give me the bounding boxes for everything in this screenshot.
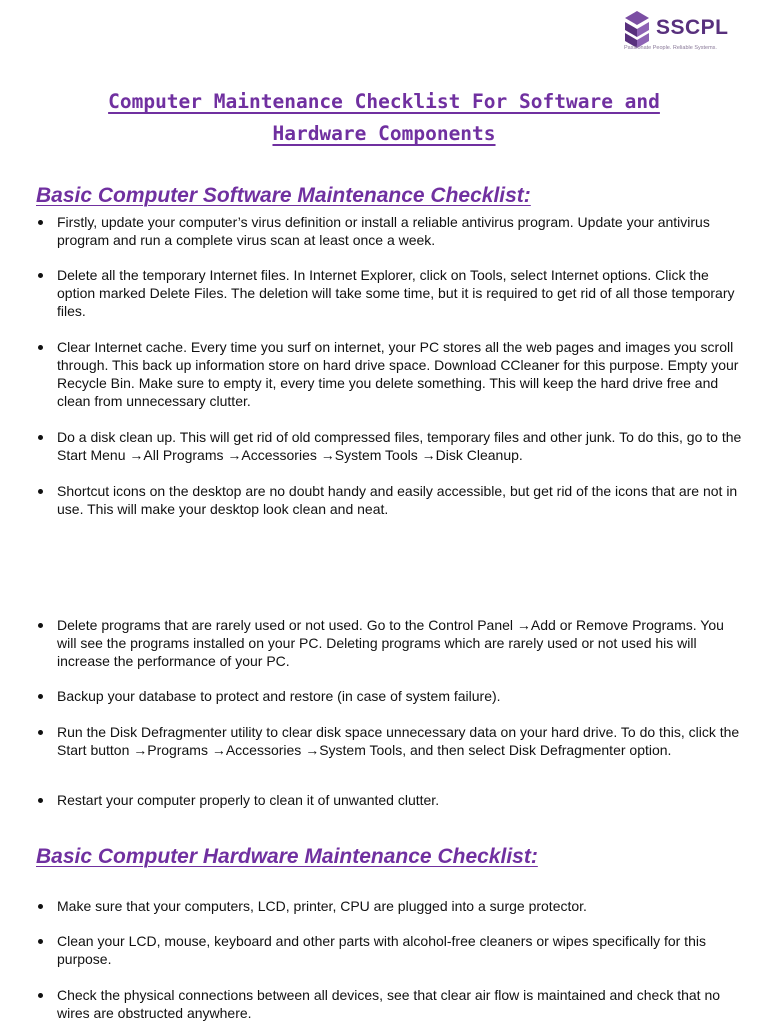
bullet-icon	[38, 798, 43, 803]
list-item	[57, 482, 747, 518]
bullet-icon	[38, 489, 43, 494]
bullet-icon	[38, 435, 43, 440]
list-item-text: Clean your LCD, mouse, keyboard and other parts with alcohol-free cleaners or wipes specifically for this purpose.	[57, 933, 706, 967]
logo-tagline: Passionate People. Reliable Systems.	[624, 45, 717, 51]
list-item	[57, 213, 747, 249]
bullet-icon	[38, 694, 43, 699]
hardware-section-heading: Basic Computer Hardware Maintenance Checklist:	[36, 845, 538, 868]
list-item-text: Restart your computer properly to clean it of unwanted clutter.	[57, 792, 440, 808]
list-item-text: Clear Internet cache. Every time you surf on internet, your PC stores all the web pages and images you scroll through. This back up information store on hard drive space. Download CCleaner for this purpose. Empty your Recycle Bin. Make sure to empty it, every time you delete something. This will keep the hard drive free and clean from unnecessary clutter.	[57, 339, 739, 409]
list-item-text: Make sure that your computers, LCD, printer, CPU are plugged into a surge protector.	[57, 898, 587, 914]
list-item-text: Shortcut icons on the desktop are no doubt handy and easily accessible, but get rid of the icons that are not in use. This will make your desktop look clean and neat.	[57, 483, 738, 517]
bullet-icon	[38, 904, 43, 909]
logo-name: SSCPL	[656, 16, 729, 39]
bullet-icon	[38, 730, 43, 735]
title-line-1: Computer Maintenance Checklist For Software and	[108, 90, 660, 113]
bullet-icon	[38, 345, 43, 350]
list-item	[57, 791, 747, 809]
software-section-heading: Basic Computer Software Maintenance Checklist:	[36, 184, 531, 207]
list-item	[57, 616, 747, 670]
list-item-text: Check the physical connections between all devices, see that clear air flow is maintained and check that no wires are obstructed anywhere.	[57, 987, 721, 1021]
list-item-text: Delete all the temporary Internet files. In Internet Explorer, click on Tools, select Internet options. Click the option marked Delete Files. The deletion will take some time, but it is required to get rid of all those temporary files.	[57, 267, 735, 319]
title-line-2: Hardware Components	[272, 122, 496, 145]
list-item	[57, 428, 747, 464]
list-item	[57, 897, 747, 915]
bullet-icon	[38, 993, 43, 998]
list-item	[57, 266, 747, 320]
list-item-text: Backup your database to protect and restore (in case of system failure).	[57, 688, 501, 704]
bullet-icon	[38, 220, 43, 225]
bullet-icon	[38, 623, 43, 628]
list-item-text: Do a disk clean up. This will get rid of old compressed files, temporary files and other junk. To do this, go to the Start Menu →All Programs →Accessories →System Tools →Disk Cleanup.	[57, 429, 742, 463]
list-item-text: Delete programs that are rarely used or not used. Go to the Control Panel →Add or Remove Programs. You will see the programs installed on your PC. Deleting programs which are rarely used or not used his will increase the performance of your PC.	[57, 617, 724, 669]
bullet-icon	[38, 273, 43, 278]
list-item-text: Run the Disk Defragmenter utility to clear disk space unnecessary data on your hard drive. To do this, click the Start button →Programs →Accessories →System Tools, and then select Disk Defragmenter option.	[57, 724, 740, 758]
list-item	[57, 723, 747, 759]
list-item-text: Firstly, update your computer’s virus definition or install a reliable antivirus program. Update your antivirus program and run a complete virus scan at least once a week.	[57, 214, 710, 248]
list-item	[57, 986, 747, 1022]
list-item	[57, 932, 747, 968]
bullet-icon	[38, 939, 43, 944]
document-title	[40, 86, 728, 150]
sscpl-logo	[622, 10, 762, 54]
list-item	[57, 687, 747, 705]
list-item	[57, 338, 747, 410]
